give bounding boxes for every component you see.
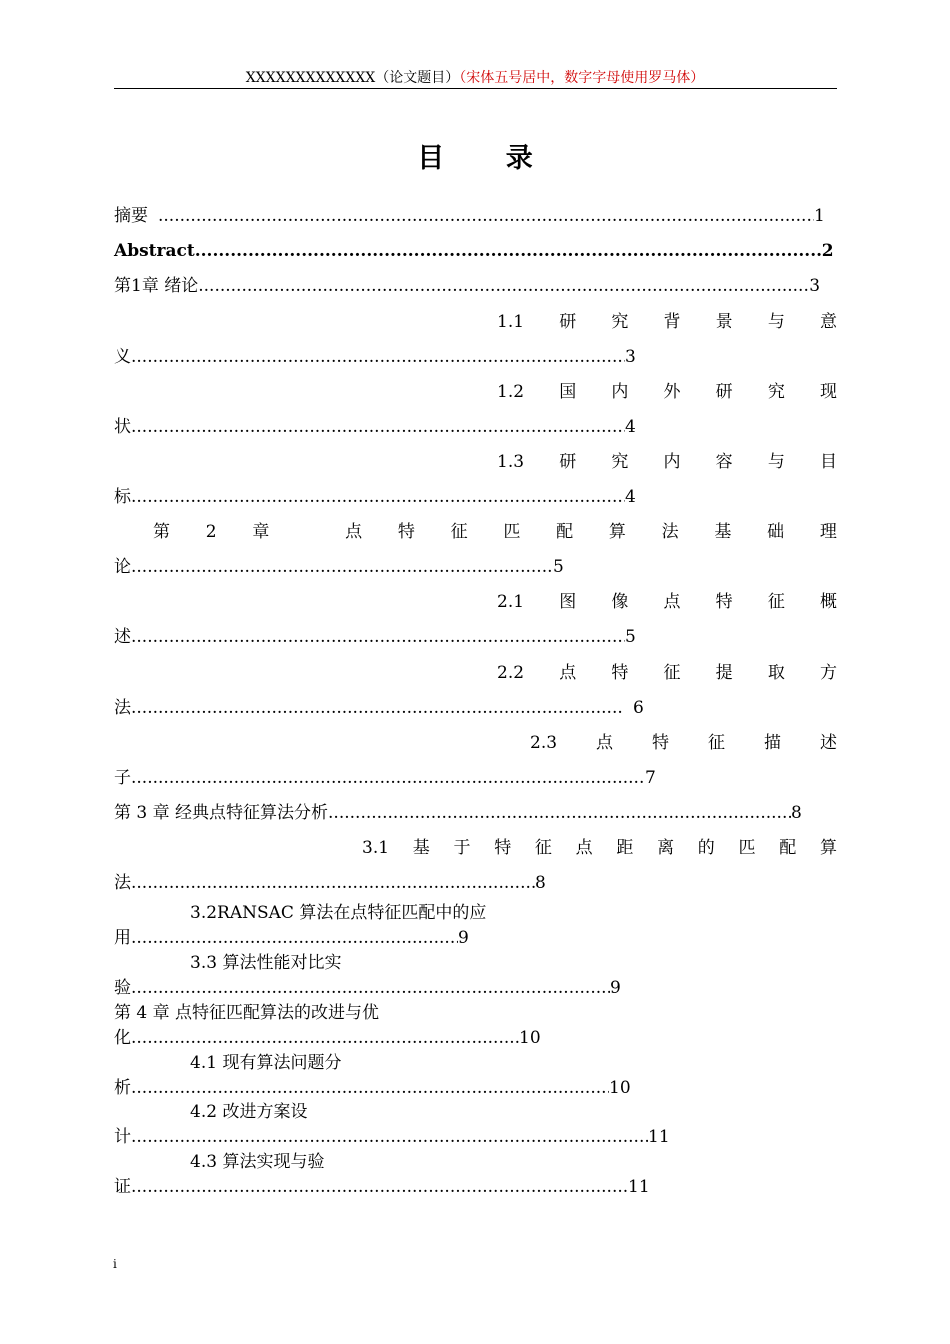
footer-page-number: i xyxy=(113,1257,117,1271)
header-format-hint: （宋体五号居中，数字字母使用罗马体） xyxy=(459,70,705,86)
toc-entry-label: 摘要 xyxy=(114,206,148,226)
dot-leader xyxy=(131,1078,609,1098)
toc-entry-label: Abstract xyxy=(114,241,195,261)
toc-entry-glyph: 础 xyxy=(767,522,785,542)
toc-entry-s3-3-line2[interactable] xyxy=(114,978,621,1000)
toc-entry-glyph: 征 xyxy=(767,592,785,612)
toc-entry-label: 析 xyxy=(114,1078,131,1098)
toc-page-number: 11 xyxy=(628,1177,650,1197)
toc-entry-glyph: 2.1 xyxy=(497,592,525,612)
toc-entry-s3-2-line2[interactable] xyxy=(114,928,469,950)
toc-entry-glyph: 1.1 xyxy=(497,312,525,332)
toc-page-number: 7 xyxy=(645,768,656,788)
toc-entry-label: 子 xyxy=(114,768,131,788)
toc-entry-s1-3-line1[interactable] xyxy=(497,452,837,474)
toc-entry-glyph: 国 xyxy=(559,382,577,402)
toc-entry-glyph: 描 xyxy=(763,733,781,753)
toc-entry-glyph: 提 xyxy=(715,663,733,683)
toc-entry-label: 4.3 算法实现与验 xyxy=(190,1152,325,1172)
toc-entry-s3-2-line1[interactable] xyxy=(190,903,486,925)
toc-entry-label: 用 xyxy=(114,928,131,948)
toc-entry-glyph: 特 xyxy=(652,733,670,753)
toc-entry-glyph: 1.3 xyxy=(497,452,525,472)
dot-leader xyxy=(158,206,814,226)
dot-leader xyxy=(131,487,625,507)
toc-page-number: 5 xyxy=(553,557,564,577)
toc-entry-glyph: 内 xyxy=(611,382,629,402)
toc-entry-glyph: 特 xyxy=(494,838,512,858)
toc-entry-s3-3-line1[interactable] xyxy=(190,953,341,975)
toc-entry-label: 第 3 章 经典点特征算法分析 xyxy=(114,803,329,823)
dot-leader xyxy=(131,1177,628,1197)
toc-page-number: 1 xyxy=(814,206,825,226)
toc-entry-glyph: 像 xyxy=(611,592,629,612)
toc-entry-glyph: 现 xyxy=(819,382,837,402)
dot-leader xyxy=(131,873,535,893)
header-title: XXXXXXXXXXXXX（论文题目） xyxy=(245,70,460,86)
toc-page-number: 6 xyxy=(633,698,644,718)
toc-entry-glyph: 研 xyxy=(715,382,733,402)
toc-entry-glyph: 算 xyxy=(819,838,837,858)
toc-entry-s2-1-line2[interactable] xyxy=(114,627,636,649)
toc-entry-glyph: 基 xyxy=(412,838,430,858)
toc-entry-ch2-line2[interactable] xyxy=(114,557,564,579)
header-rule xyxy=(114,88,837,89)
toc-entry-glyph: 距 xyxy=(616,838,634,858)
toc-page-number: 4 xyxy=(625,417,636,437)
toc-entry-label: 4.1 现有算法问题分 xyxy=(190,1053,342,1073)
toc-entry-s1-1-line1[interactable] xyxy=(497,312,837,334)
toc-entry-glyph: 3.1 xyxy=(362,838,390,858)
toc-entry-s4-1-line1[interactable] xyxy=(190,1053,341,1075)
toc-page-number: 9 xyxy=(610,978,621,998)
toc-entry-glyph: 内 xyxy=(663,452,681,472)
toc-entry-label: 述 xyxy=(114,627,131,647)
toc-entry-glyph: 图 xyxy=(559,592,577,612)
toc-entry-glyph: 容 xyxy=(715,452,733,472)
toc-entry-label: 状 xyxy=(114,417,131,437)
toc-entry-s2-2-line1[interactable] xyxy=(497,663,837,685)
toc-entry-glyph: 征 xyxy=(708,733,725,753)
toc-entry-glyph: 理 xyxy=(819,522,837,542)
toc-entry-s3-1-line2[interactable] xyxy=(114,873,546,895)
toc-entry-glyph: 章 xyxy=(252,522,270,542)
toc-page-number: 5 xyxy=(625,627,636,647)
toc-entry-label: 论 xyxy=(114,557,131,577)
toc-entry-label: 法 xyxy=(114,873,131,893)
dot-leader xyxy=(131,347,625,367)
toc-entry-label: 法 xyxy=(114,698,131,718)
toc-page-number: 2 xyxy=(821,241,834,261)
toc-entry-glyph: 点 xyxy=(663,592,681,612)
toc-entry-label: 义 xyxy=(114,347,131,367)
dot-leader xyxy=(131,1127,648,1147)
toc-entry-s4-1-line2[interactable] xyxy=(114,1078,631,1100)
toc-entry-glyph: 2 xyxy=(205,522,217,542)
toc-entry-s2-1-line1[interactable] xyxy=(497,592,837,614)
toc-entry-glyph: 取 xyxy=(767,663,785,683)
toc-entry-glyph: 究 xyxy=(611,312,629,332)
toc-entry-glyph: 特 xyxy=(715,592,733,612)
toc-page-number: 11 xyxy=(648,1127,670,1147)
toc-entry-glyph: 于 xyxy=(453,838,471,858)
toc-entry-s1-2-line2[interactable] xyxy=(114,417,636,439)
toc-entry-glyph: 意 xyxy=(819,312,837,332)
toc-entry-glyph: 基 xyxy=(714,522,732,542)
toc-entry-s4-2-line2[interactable] xyxy=(114,1127,670,1149)
toc-entry-label: 第 4 章 点特征匹配算法的改进与优 xyxy=(114,1003,380,1023)
toc-page-number: 10 xyxy=(609,1078,631,1098)
toc-entry-glyph: 点 xyxy=(596,733,614,753)
toc-entry-glyph: 征 xyxy=(450,522,468,542)
toc-entry-abstract-cn[interactable] xyxy=(114,206,825,228)
toc-entry-ch1[interactable] xyxy=(114,276,820,298)
toc-page-number: 9 xyxy=(458,928,469,948)
dot-leader xyxy=(131,978,610,998)
toc-entry-ch4-line2[interactable] xyxy=(114,1028,541,1050)
toc-page-number: 4 xyxy=(625,487,636,507)
toc-page-number: 10 xyxy=(519,1028,541,1048)
dot-leader xyxy=(195,241,822,261)
dot-leader xyxy=(131,768,645,788)
toc-page-number: 8 xyxy=(791,803,802,823)
toc-entry-glyph: 配 xyxy=(779,838,797,858)
toc-entry-glyph: 景 xyxy=(715,312,733,332)
toc-entry-ch2-line1[interactable] xyxy=(153,522,837,544)
toc-entry-glyph: 离 xyxy=(657,838,675,858)
toc-page-number: 3 xyxy=(625,347,636,367)
toc-entry-glyph: 第 xyxy=(153,522,170,542)
toc-entry-label: 化 xyxy=(114,1028,131,1048)
toc-entry-ch3[interactable] xyxy=(114,803,802,825)
toc-entry-s2-3-line1[interactable] xyxy=(530,733,837,755)
toc-entry-ch4-line1[interactable] xyxy=(114,1003,379,1025)
toc-entry-glyph: 特 xyxy=(397,522,415,542)
toc-entry-glyph: 背 xyxy=(663,312,681,332)
toc-entry-glyph: 与 xyxy=(767,312,785,332)
toc-entry-s4-2-line1[interactable] xyxy=(190,1102,307,1124)
toc-entry-glyph: 究 xyxy=(767,382,785,402)
toc-entry-glyph: 目 xyxy=(819,452,837,472)
toc-entry-glyph: 研 xyxy=(559,312,577,332)
running-header xyxy=(114,67,836,89)
toc-entry-glyph: 1.2 xyxy=(497,382,525,402)
toc-entry-s2-2-line2[interactable] xyxy=(114,698,644,720)
dot-leader xyxy=(131,1028,519,1048)
dot-leader xyxy=(131,627,625,647)
toc-entry-glyph: 点 xyxy=(345,522,363,542)
toc-title: 目 录 xyxy=(417,143,559,174)
dot-leader xyxy=(131,928,458,948)
toc-entry-glyph: 点 xyxy=(559,663,577,683)
toc-entry-glyph: 匹 xyxy=(738,838,756,858)
toc-entry-s2-3-line2[interactable] xyxy=(114,768,656,790)
dot-leader xyxy=(131,557,553,577)
toc-entry-abstract-en[interactable] xyxy=(114,241,834,263)
dot-leader xyxy=(198,276,809,296)
dot-leader xyxy=(328,803,791,823)
toc-entry-glyph: 概 xyxy=(819,592,837,612)
toc-entry-label: 第1章 绪论 xyxy=(114,276,199,296)
toc-entry-glyph: 算 xyxy=(608,522,626,542)
toc-entry-glyph: 2.2 xyxy=(497,663,525,683)
toc-entry-glyph: 配 xyxy=(556,522,574,542)
dot-leader xyxy=(131,417,625,437)
toc-entry-glyph: 外 xyxy=(663,382,681,402)
toc-entry-label: 验 xyxy=(114,978,131,998)
toc-entry-s1-2-line1[interactable] xyxy=(497,382,837,404)
toc-entry-label: 3.3 算法性能对比实 xyxy=(190,953,342,973)
toc-entry-glyph: 的 xyxy=(697,838,715,858)
toc-entry-label: 标 xyxy=(114,487,131,507)
toc-entry-glyph: 征 xyxy=(663,663,681,683)
toc-entry-glyph: 研 xyxy=(559,452,577,472)
toc-entry-label: 证 xyxy=(114,1177,131,1197)
toc-entry-glyph: 匹 xyxy=(503,522,521,542)
toc-entry-s4-3-line2[interactable] xyxy=(114,1177,650,1199)
toc-entry-glyph: 征 xyxy=(534,838,552,858)
toc-entry-glyph: 方 xyxy=(819,663,837,683)
toc-entry-s1-3-line2[interactable] xyxy=(114,487,636,509)
toc-page-number: 8 xyxy=(535,873,546,893)
toc-entry-s1-1-line2[interactable] xyxy=(114,347,636,369)
dot-leader xyxy=(131,698,623,718)
toc-entry-glyph: 究 xyxy=(611,452,629,472)
toc-entry-glyph: 特 xyxy=(611,663,629,683)
toc-entry-glyph: 述 xyxy=(819,733,837,753)
toc-entry-label: 3.2RANSAC 算法在点特征匹配中的应 xyxy=(190,903,487,923)
toc-entry-glyph: 与 xyxy=(767,452,785,472)
toc-entry-s3-1-line1[interactable] xyxy=(362,838,837,860)
toc-entry-s4-3-line1[interactable] xyxy=(190,1152,324,1174)
toc-entry-glyph: 点 xyxy=(575,838,593,858)
toc-entry-label: 计 xyxy=(114,1127,131,1147)
toc-entry-glyph: 法 xyxy=(661,522,679,542)
toc-page-number: 3 xyxy=(809,276,821,296)
toc-entry-glyph: 2.3 xyxy=(530,733,558,753)
toc-entry-label: 4.2 改进方案设 xyxy=(190,1102,308,1122)
